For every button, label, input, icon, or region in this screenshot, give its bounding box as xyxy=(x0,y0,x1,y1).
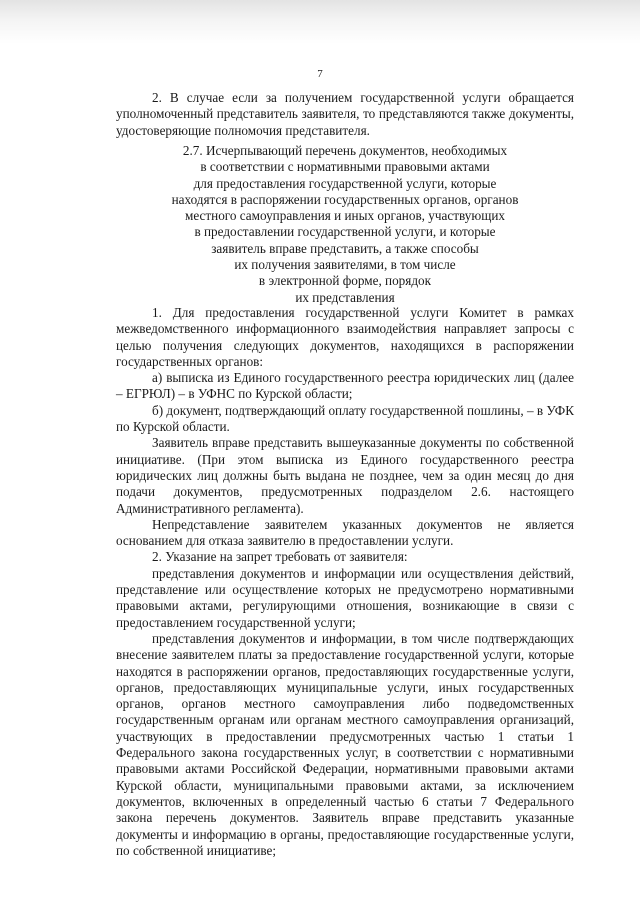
paragraph-actions: представления документов и информации или осуществления действий, представление или осуществление которых не предусмотрено нормативными правовыми актами, регулирующими отношения, возникающие в связи с предоставлением государственной услуги; xyxy=(116,565,574,630)
list-item-b: б) документ, подтверждающий оплату государственной пошлины, – в УФК по Курской области. xyxy=(116,402,574,435)
paragraph-representative: 2. В случае если за получением государственной услуги обращается уполномоченный представитель заявителя, то представляются также документы, удостоверяющие полномочия представителя. xyxy=(116,90,574,138)
heading-line: заявитель вправе представить, а также способы xyxy=(211,240,479,256)
heading-line: для предоставления государственной услуги, которые xyxy=(193,175,497,191)
heading-line: 2.7. Исчерпывающий перечень документов, необходимых xyxy=(182,143,508,158)
scan-edge-shadow xyxy=(0,0,640,44)
heading-line: их получения заявителями, в том числе xyxy=(234,257,456,273)
section-heading-2-7 xyxy=(116,143,574,306)
paragraph-applicant-right: Заявитель вправе представить вышеуказанные документы по собственной инициативе. (При этом выписка из Единого государственного реестра юридических лиц должны быть выдана не позднее, чем за один месяц до дня подачи документов, предусмотренных подразделом 2.6. настоящего Административного регламента). xyxy=(116,435,574,516)
heading-line: в предоставлении государственной услуги, и которые xyxy=(194,224,496,240)
heading-line: в электронной форме, порядок xyxy=(258,273,432,289)
heading-line: их представления xyxy=(295,289,395,305)
list-item-a: а) выписка из Единого государственного реестра юридических лиц (далее – ЕГРЮЛ) – в УФНС по Курской области; xyxy=(116,370,574,402)
paragraph-documents: представления документов и информации, в том числе подтверждающих внесение заявителем платы за предоставление государственной услуги, которые находятся в распоряжении органов, предоставляющих государственные услуги, органов, предоставляющих муниципальные услуги, иных государственных органов, органов местного самоуправления либо подведомственных государственным органам или органам местного самоуправления организаций, участвующих в предоставлении предусмотренных частью 1 статьи 1 Федерального закона государственных услуг, в соответствии с нормативными правовыми актами Российской Федерации, нормативными правовыми актами Курской области, муниципальными правовыми актами, за исключением документов, включенных в определенный частью 6 статьи 7 Федерального закона перечень документов. Заявитель вправе представить указанные документы и информацию в органы, предоставляющие государственные услуги, по собственной инициативе; xyxy=(116,630,574,858)
heading-line: находятся в распоряжении государственных органов, органов xyxy=(171,191,519,207)
page-number: 7 xyxy=(317,68,323,80)
paragraph-prohibition: 2. Указание на запрет требовать от заявителя: xyxy=(152,549,408,565)
heading-line: в соответствии с нормативными правовыми актами xyxy=(200,159,490,175)
paragraph-interagency-requests: 1. Для предоставления государственной услуги Комитет в рамках межведомственного информационного взаимодействия направляет запросы с целью получения следующих документов, находящихся в распоряжении государственных органов: xyxy=(116,305,574,369)
paragraph-nonsubmission: Непредставление заявителем указанных документов не является основанием для отказа заявителю в предоставлении услуги. xyxy=(116,516,574,549)
body-text xyxy=(116,305,574,859)
heading-line: местного самоуправления и иных органов, участвующих xyxy=(185,208,505,224)
